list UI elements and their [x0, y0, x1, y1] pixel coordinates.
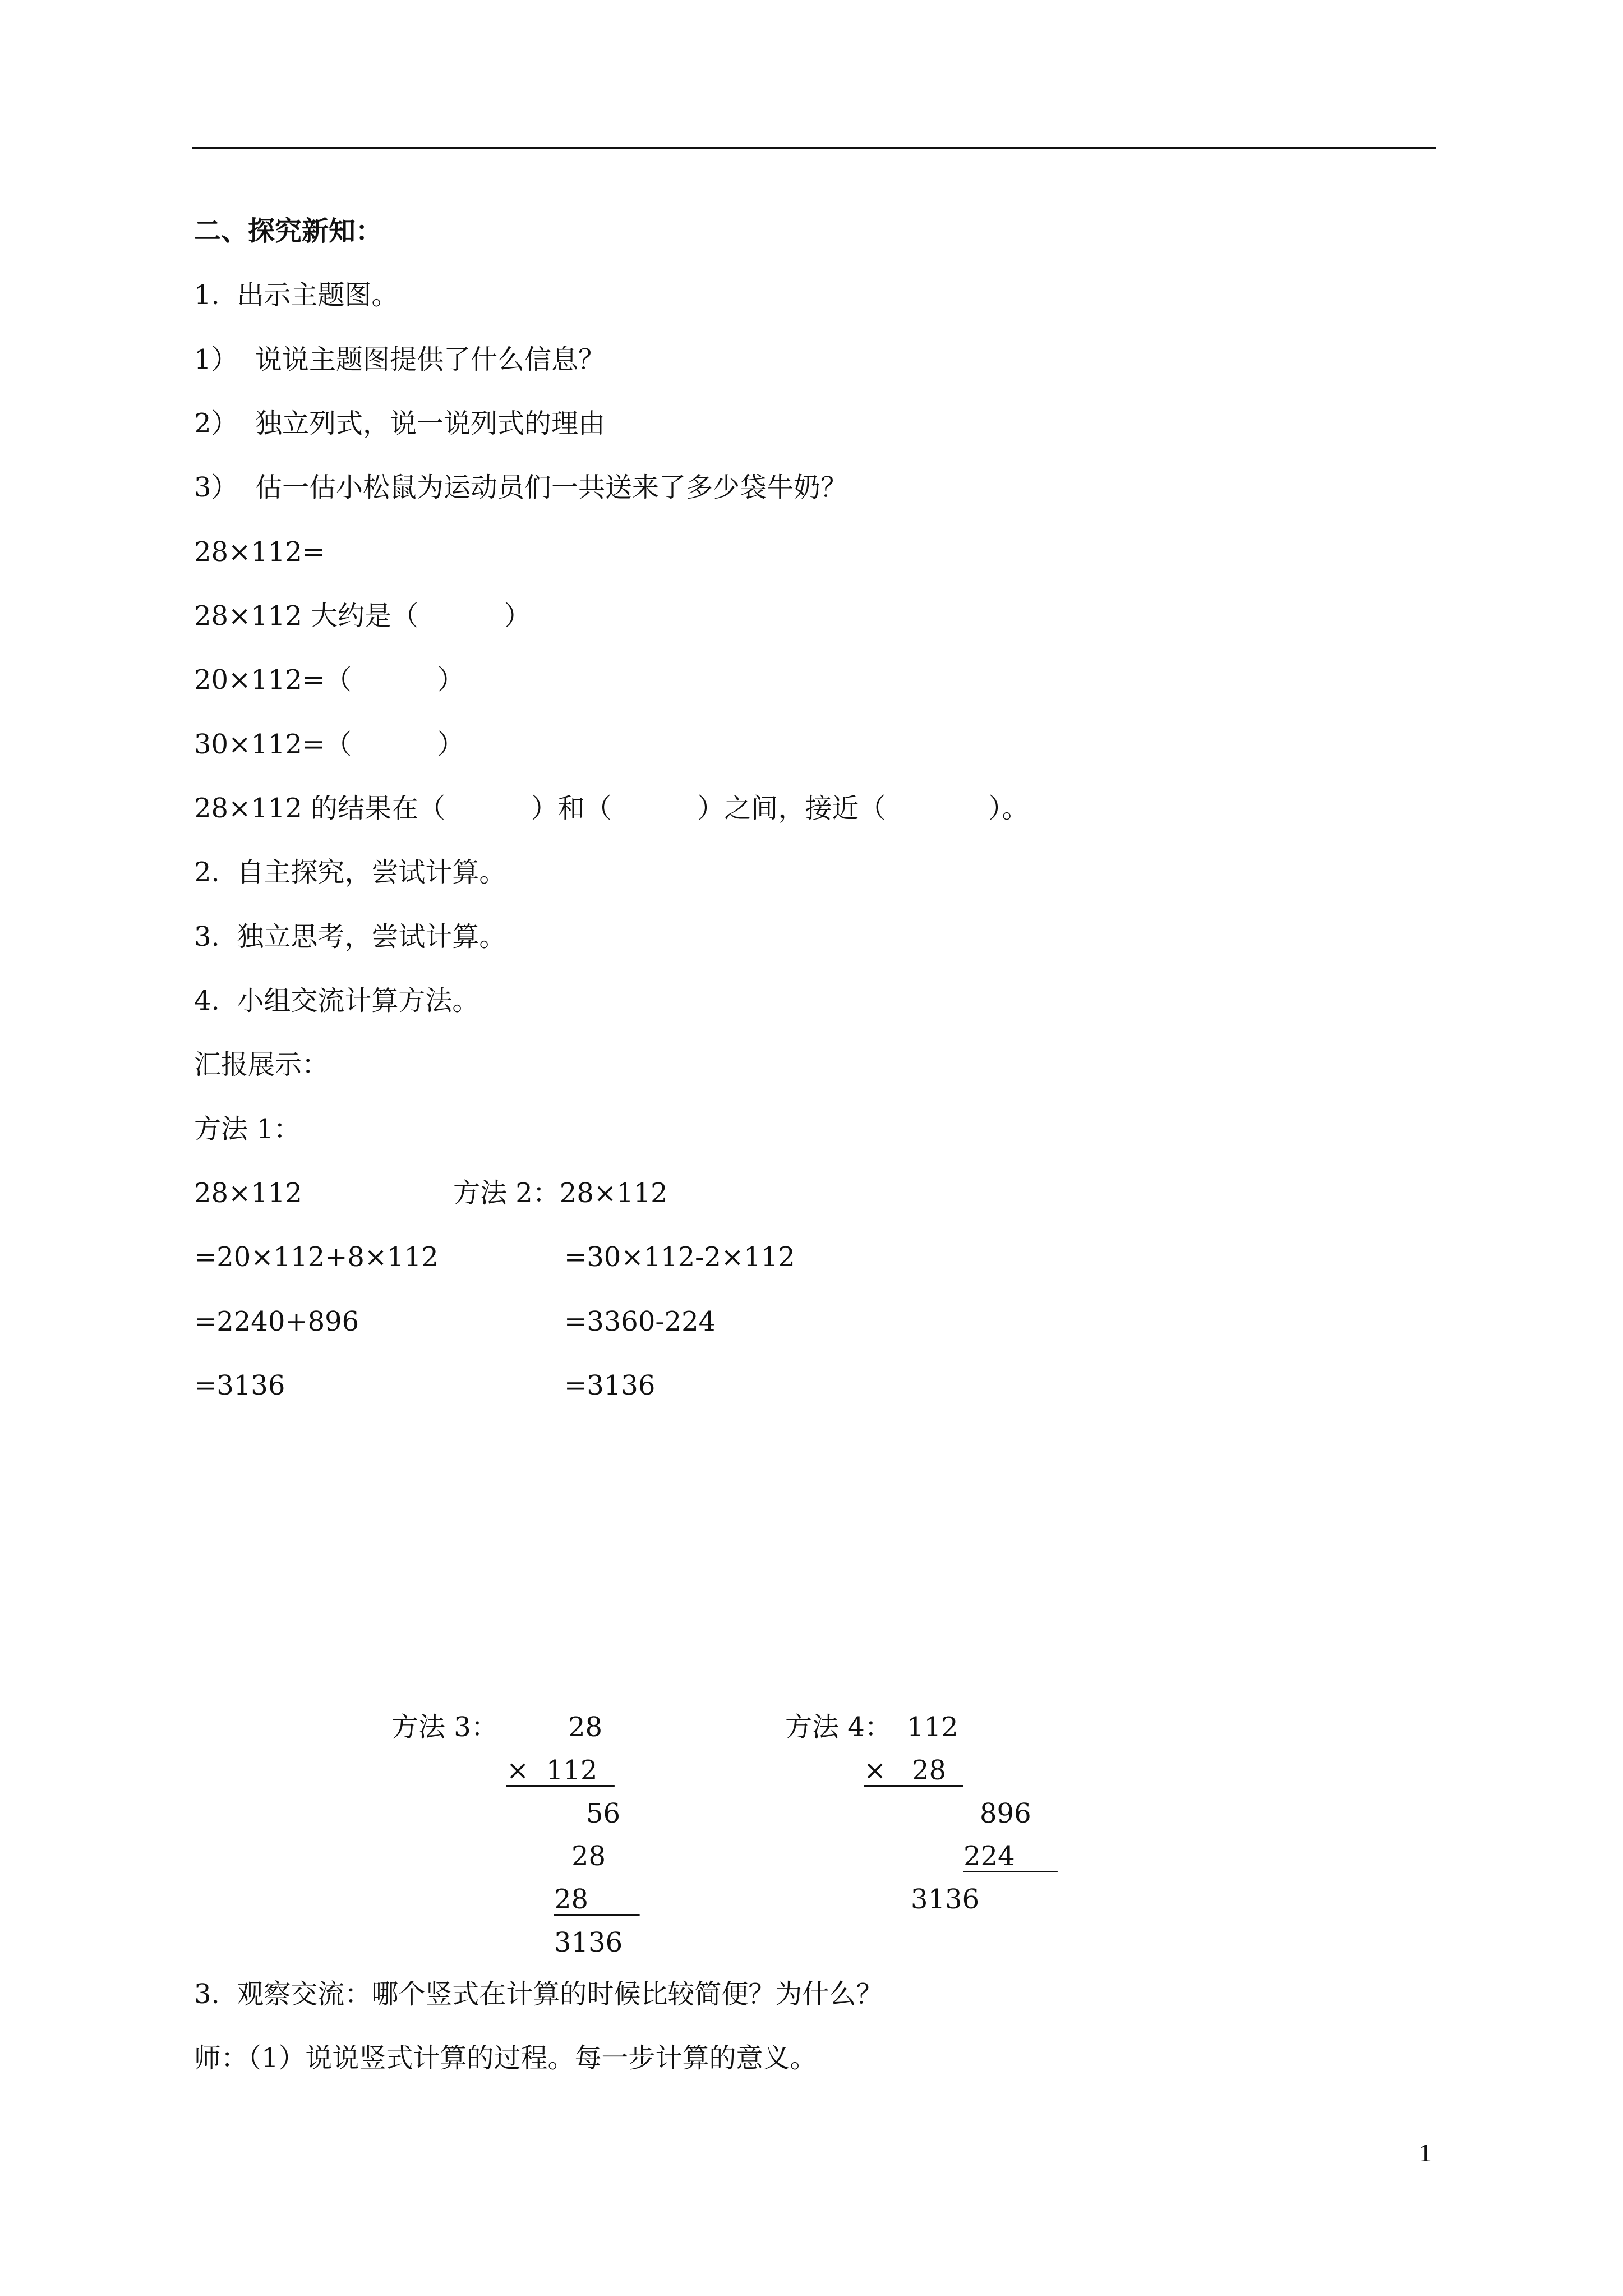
expression-1: 28×112=: [194, 536, 325, 568]
item-1: 1. 出示主题图。: [194, 279, 399, 311]
section-title: 二、探究新知：: [194, 215, 383, 247]
item-2: 2. 自主探究，尝试计算。: [194, 857, 506, 888]
method2-title: 方法 2：28×112: [453, 1177, 668, 1209]
method4-partial-1: 896: [980, 1798, 1031, 1829]
method1-line-2: =20×112+8×112: [194, 1241, 439, 1273]
subitem-2: 2） 独立列式，说一说列式的理由: [194, 408, 606, 439]
method3-partial-2: 28: [571, 1841, 606, 1872]
method2-line-4: =3136: [564, 1370, 656, 1401]
method4-title: 方法 4：: [785, 1711, 892, 1743]
method3-partial-3: 28: [554, 1884, 640, 1915]
method1-line-4: =3136: [194, 1370, 285, 1401]
expression-5: 28×112 的结果在（ ）和（ ）之间，接近（ ）。: [194, 793, 1029, 824]
observe-question: 3. 观察交流：哪个竖式在计算的时候比较简便？为什么？: [194, 1978, 883, 2010]
method4-result: 3136: [911, 1884, 980, 1915]
method3-multiplicand: 28: [568, 1711, 603, 1743]
expression-3: 20×112=（ ）: [194, 664, 464, 696]
page-number: 1: [1419, 2138, 1432, 2167]
item-4: 4. 小组交流计算方法。: [194, 985, 479, 1016]
method2-line-3: =3360-224: [564, 1306, 716, 1337]
method1-line-3: =2240+896: [194, 1306, 359, 1337]
expression-2: 28×112 大约是（ ）: [194, 600, 531, 632]
header-rule: [192, 147, 1436, 149]
method2-line-2: =30×112-2×112: [564, 1241, 795, 1273]
method1-title: 方法 1：: [194, 1114, 301, 1145]
teacher-note: 师：（1）说说竖式计算的过程。每一步计算的意义。: [194, 2042, 817, 2074]
method4-multiplier: × 28: [864, 1755, 963, 1786]
method3-multiplier: × 112: [506, 1755, 615, 1786]
method4-multiplicand: 112: [907, 1711, 958, 1743]
method1-line-1: 28×112: [194, 1177, 302, 1209]
method3-title: 方法 3：: [391, 1711, 498, 1743]
expression-4: 30×112=（ ）: [194, 729, 464, 760]
subitem-3: 3） 估一估小松鼠为运动员们一共送来了多少袋牛奶？: [194, 472, 848, 503]
item-3: 3. 独立思考，尝试计算。: [194, 921, 506, 953]
method3-partial-1: 56: [586, 1798, 621, 1829]
report-label: 汇报展示：: [194, 1049, 329, 1080]
subitem-1: 1） 说说主题图提供了什么信息？: [194, 344, 606, 375]
method4-partial-2: 224: [963, 1841, 1058, 1872]
method3-result: 3136: [554, 1927, 623, 1958]
